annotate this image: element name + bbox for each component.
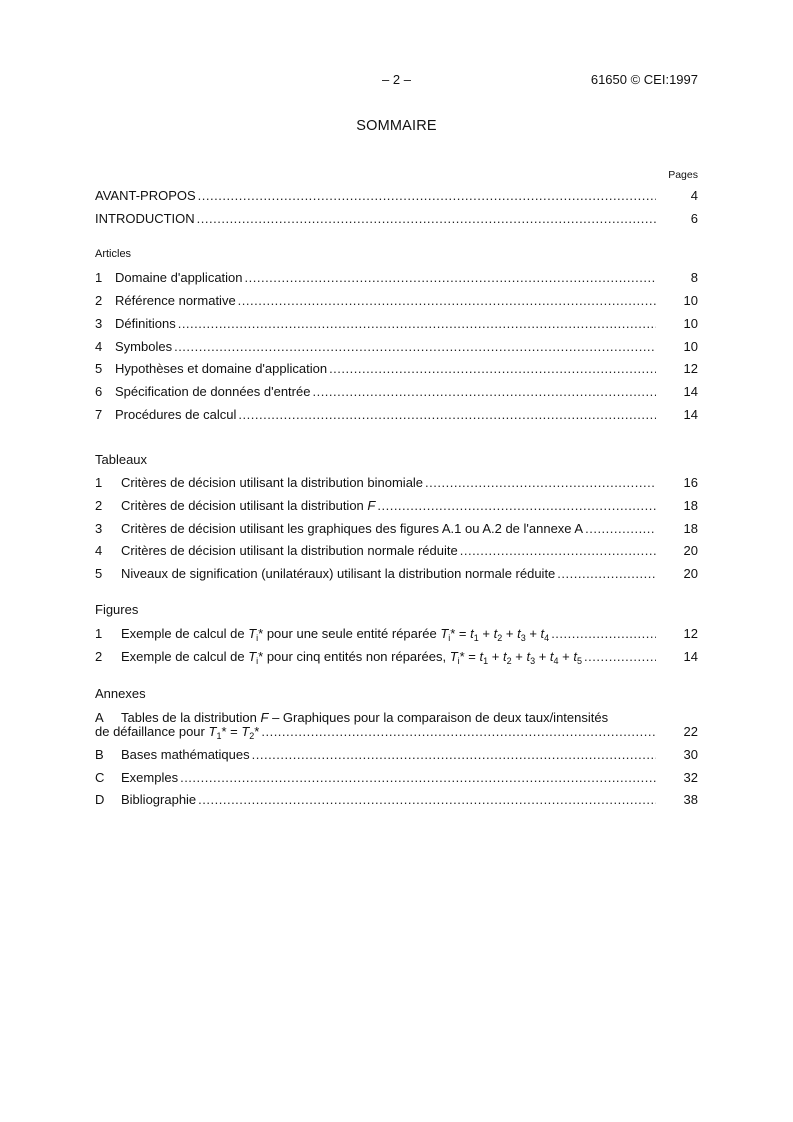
toc-entry-figure[interactable]: 1 Exemple de calcul de $T_i*$ pour une seule entité réparée $T_i* = t_1 + t_2 + t_3 + t_4$ ..... 12 [95, 625, 698, 643]
pages-column-label: Pages [668, 169, 698, 181]
toc-entry-annex[interactable]: C Exemples ..... 32 [95, 769, 698, 787]
toc-entry-article[interactable]: 4 Symboles ..... 10 [95, 338, 698, 356]
toc-entry-article[interactable]: 7 Procédures de calcul ..... 14 [95, 406, 698, 424]
toc-entry-introduction[interactable] [95, 210, 698, 228]
document-reference: 61650 © CEI:1997 [590, 72, 698, 87]
toc-entry-page: 4 [690, 188, 698, 203]
toc-entry-table[interactable]: 4 Critères de décision utilisant la distribution normale réduite ..... 20 [95, 542, 698, 560]
page-header [95, 72, 698, 90]
figures-heading: Figures [95, 602, 139, 617]
toc-entry-figure[interactable]: 2 Exemple de calcul de $T_i*$ pour cinq entités non réparées, $T_i* = t_1 + t_2 + t_3 + t_4 + t_5$ ..... 14 [95, 648, 698, 666]
articles-heading: Articles [95, 248, 132, 260]
toc-entry-page: 6 [690, 211, 698, 226]
toc-entry-table[interactable]: 3 Critères de décision utilisant les graphiques des figures A.1 ou A.2 de l'annexe A ..... 18 [95, 520, 698, 538]
toc-entry-label: AVANT-PROPOS [95, 188, 196, 203]
toc-entry-article[interactable]: 3 Définitions ..... 10 [95, 315, 698, 333]
toc-entry-annex[interactable]: B Bases mathématiques ..... 30 [95, 746, 698, 764]
toc-entry-table[interactable]: 2 Critères de décision utilisant la distribution F ..... 18 [95, 497, 698, 515]
annexes-heading: Annexes [95, 686, 146, 701]
toc-entry-article[interactable]: 6 Spécification de données d'entrée ..... 14 [95, 383, 698, 401]
page-number: – 2 – [382, 72, 411, 87]
page-title: SOMMAIRE [356, 118, 437, 134]
tableaux-heading: Tableaux [95, 452, 148, 467]
toc-entry-article[interactable]: 1 Domaine d'application ..... 8 [95, 269, 698, 287]
toc-entry-label: INTRODUCTION [95, 211, 195, 226]
toc-entry-annex[interactable]: D Bibliographie ..... 38 [95, 791, 698, 809]
toc-entry-table[interactable]: 1 Critères de décision utilisant la distribution binomiale ..... 16 [95, 474, 698, 492]
toc-entry-article[interactable]: 5 Hypothèses et domaine d'application ..... 12 [95, 360, 698, 378]
toc-entry-avant-propos[interactable] [95, 187, 698, 205]
toc-entry-article[interactable]: 2 Référence normative ..... 10 [95, 292, 698, 310]
toc-entry-table[interactable]: 5 Niveaux de signification (unilatéraux) utilisant la distribution normale réduite ..... 20 [95, 565, 698, 583]
